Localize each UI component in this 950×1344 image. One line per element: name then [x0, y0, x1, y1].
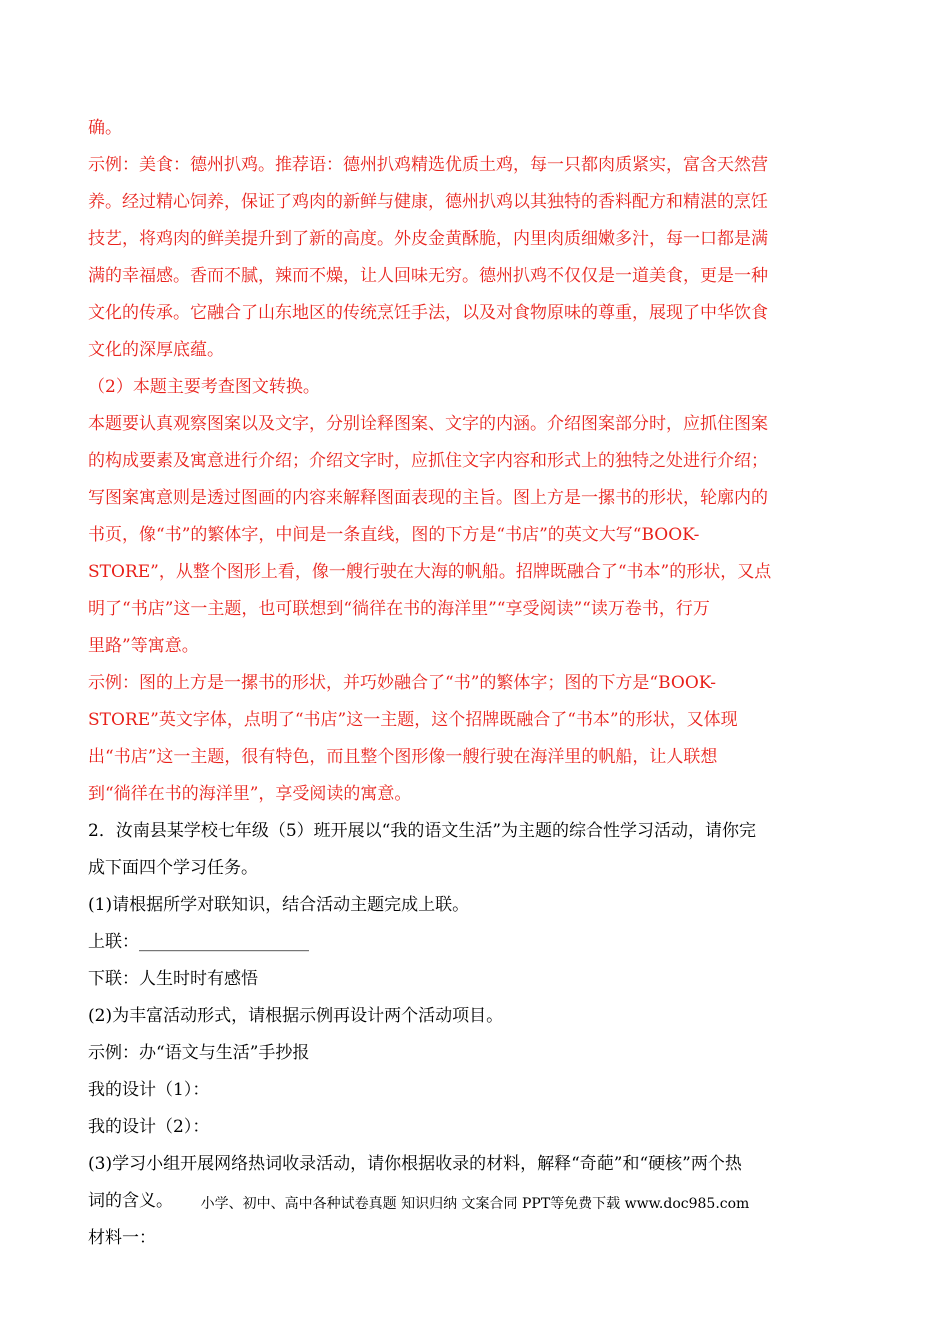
answer-line: 出“书店”这一主题，很有特色，而且整个图形像一艘行驶在海洋里的帆船，让人联想 — [88, 747, 718, 767]
question-line: (2)为丰富活动形式，请根据示例再设计两个活动项目。 — [88, 1006, 504, 1026]
question-line: 2．汝南县某学校七年级（5）班开展以“我的语文生活”为主题的综合性学习活动，请你完 — [88, 821, 757, 841]
question-line: 我的设计（1）： — [88, 1080, 210, 1100]
page-footer: 小学、初中、高中各种试卷真题 知识归纳 文案合同 PPT等免费下载 www.doc985.com — [200, 1196, 750, 1212]
answer-line: 到“徜徉在书的海洋里”，享受阅读的寓意。 — [88, 784, 412, 804]
question-line: 我的设计（2）： — [88, 1117, 210, 1137]
question-line: 下联：人生时时有感悟 — [88, 969, 258, 989]
answer-line: 文化的传承。它融合了山东地区的传统烹饪手法，以及对食物原味的尊重，展现了中华饮食 — [88, 303, 768, 323]
answer-line: STORE”，从整个图形上看，像一艘行驶在大海的帆船。招牌既融合了“书本”的形状，又点 — [88, 562, 772, 582]
answer-line: 文化的深厚底蕴。 — [88, 340, 224, 360]
answer-line: 满的幸福感。香而不腻，辣而不燥，让人回味无穷。德州扒鸡不仅仅是一道美食，更是一种 — [88, 266, 768, 286]
question-line: (1)请根据所学对联知识，结合活动主题完成上联。 — [88, 895, 470, 915]
answer-line: STORE”英文字体，点明了“书店”这一主题，这个招牌既融合了“书本”的形状，又体现 — [88, 710, 738, 730]
answer-line: 本题要认真观察图案以及文字，分别诠释图案、文字的内涵。介绍图案部分时，应抓住图案 — [88, 414, 768, 434]
answer-line: 写图案寓意则是透过图画的内容来解释图面表现的主旨。图上方是一摞书的形状，轮廓内的 — [88, 488, 768, 508]
answer-line: 确。 — [88, 118, 122, 138]
question-line: 材料一： — [88, 1228, 156, 1248]
answer-line: 书页，像“书”的繁体字，中间是一条直线，图的下方是“书店”的英文大写“BOOK- — [88, 525, 700, 545]
answer-line: 养。经过精心饲养，保证了鸡肉的新鲜与健康，德州扒鸡以其独特的香料配方和精湛的烹饪 — [88, 192, 768, 212]
answer-line: 里路”等寓意。 — [88, 636, 199, 656]
answer-line: 技艺，将鸡肉的鲜美提升到了新的高度。外皮金黄酥脆，内里肉质细嫩多汁，每一口都是满 — [88, 229, 768, 249]
question-line: 成下面四个学习任务。 — [88, 858, 258, 878]
question-line: 词的含义。 — [88, 1191, 173, 1211]
question-line: 上联：____________________ — [88, 932, 309, 952]
answer-line: 明了“书店”这一主题，也可联想到“徜徉在书的海洋里”“享受阅读”“读万卷书，行万 — [88, 599, 710, 619]
answer-line: （2）本题主要考查图文转换。 — [88, 377, 320, 397]
answer-line: 的构成要素及寓意进行介绍；介绍文字时，应抓住文字内容和形式上的独特之处进行介绍； — [88, 451, 768, 471]
answer-line: 示例：图的上方是一摞书的形状，并巧妙融合了“书”的繁体字；图的下方是“BOOK- — [88, 673, 716, 693]
answer-line: 示例：美食：德州扒鸡。推荐语：德州扒鸡精选优质土鸡，每一只都肉质紧实，富含天然营 — [88, 155, 768, 175]
document-body — [88, 110, 858, 1257]
question-line: (3)学习小组开展网络热词收录活动，请你根据收录的材料，解释“奇葩”和“硬核”两个热 — [88, 1154, 742, 1174]
question-line: 示例：办“语文与生活”手抄报 — [88, 1043, 310, 1063]
